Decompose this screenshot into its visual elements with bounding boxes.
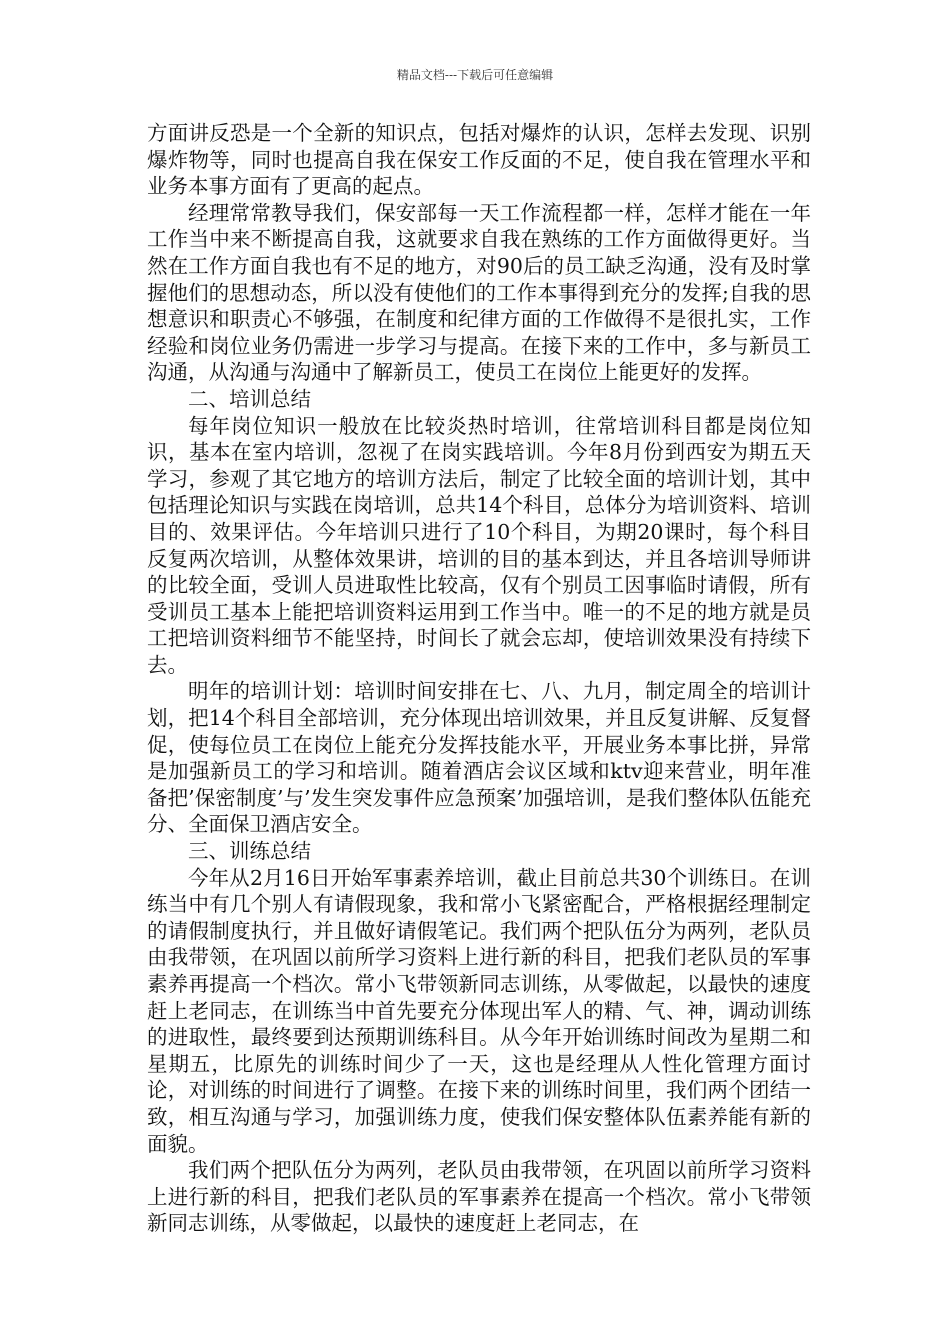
section-heading-training: 二、培训总结 — [188, 386, 311, 411]
paragraph-2: 经理常常教导我们，保安部每一天工作流程都一样，怎样才能在一年工作当中来不断提高自我，这就要求自我在熟练的工作方面做得更好。当然在工作方面自我也有不足的地方，对90后的员工缺乏沟通，没有及时掌握他们的思想动态，所以没有使他们的工作本事得到充分的发挥;自我的思想意识和职责心不够强，在制度和纪律方面的工作做得不是很扎实，工作经验和岗位业务仍需进一步学习与提高。在接下来的工作中，多与新员工沟通，从沟通与沟通中了解新员工，使员工在岗位上能更好的发挥。 — [147, 200, 811, 385]
paragraph-6: 我们两个把队伍分为两列，老队员由我带领，在巩固以前所学习资料上进行新的科目，把我们老队员的军事素养在提高一个档次。常小飞带领新同志训练，从零做起，以最快的速度赶上老同志，在 — [147, 1158, 811, 1236]
paragraph-5: 今年从2月16日开始军事素养培训，截止目前总共30个训练日。在训练当中有几个别人有请假现象，我和常小飞紧密配合，严格根据经理制定的请假制度执行，并且做好请假笔记。我们两个把队伍分为两列，老队员由我带领，在巩固以前所学习资料上进行新的科目，把我们老队员的军事素养再提高一个档次。常小飞带领新同志训练，从零做起，以最快的速度赶上老同志，在训练当中首先要充分体现出军人的精、气、神，调动训练的进取性，最终要到达预期训练科目。从今年开始训练时间改为星期二和星期五，比原先的训练时间少了一天，这也是经理从人性化管理方面讨论，对训练的时间进行了调整。在接下来的训练时间里，我们两个团结一致，相互沟通与学习，加强训练力度，使我们保安整体队伍素养能有新的面貌。 — [147, 865, 811, 1156]
paragraph-3: 每年岗位知识一般放在比较炎热时培训，往常培训科目都是岗位知识，基本在室内培训，忽视了在岗实践培训。今年8月份到西安为期五天学习，参观了其它地方的培训方法后，制定了比较全面的培训计划，其中包括理论知识与实践在岗培训，总共14个科目，总体分为培训资料、培训目的、效果评估。今年培训只进行了10个科目，为期20课时，每个科目反复两次培训，从整体效果讲，培训的目的基本到达，并且各培训导师讲的比较全面，受训人员进取性比较高，仅有个别员工因事临时请假，所有受训员工基本上能把培训资料运用到工作当中。唯一的不足的地方就是员工把培训资料细节不能坚持，时间长了就会忘却，使培训效果没有持续下去。 — [147, 413, 811, 677]
document-body — [147, 120, 811, 1237]
section-heading-drill: 三、训练总结 — [188, 839, 311, 864]
paragraph-1: 方面讲反恐是一个全新的知识点，包括对爆炸的认识，怎样去发现、识别爆炸物等，同时也提高自我在保安工作反面的不足，使自我在管理水平和业务本事方面有了更高的起点。 — [147, 121, 811, 199]
paragraph-4: 明年的培训计划：培训时间安排在七、八、九月，制定周全的培训计划，把14个科目全部培训，充分体现出培训效果，并且反复讲解、反复督促，使每位员工在岗位上能充分发挥技能水平，开展业务本事比拼，异常是加强新员工的学习和培训。随着酒店会议区域和ktv迎来营业，明年准备把’保密制度’与’发生突发事件应急预案’加强培训，是我们整体队伍能充分、全面保卫酒店安全。 — [147, 679, 811, 837]
page-header: 精品文档---下载后可任意编辑 — [396, 68, 554, 82]
